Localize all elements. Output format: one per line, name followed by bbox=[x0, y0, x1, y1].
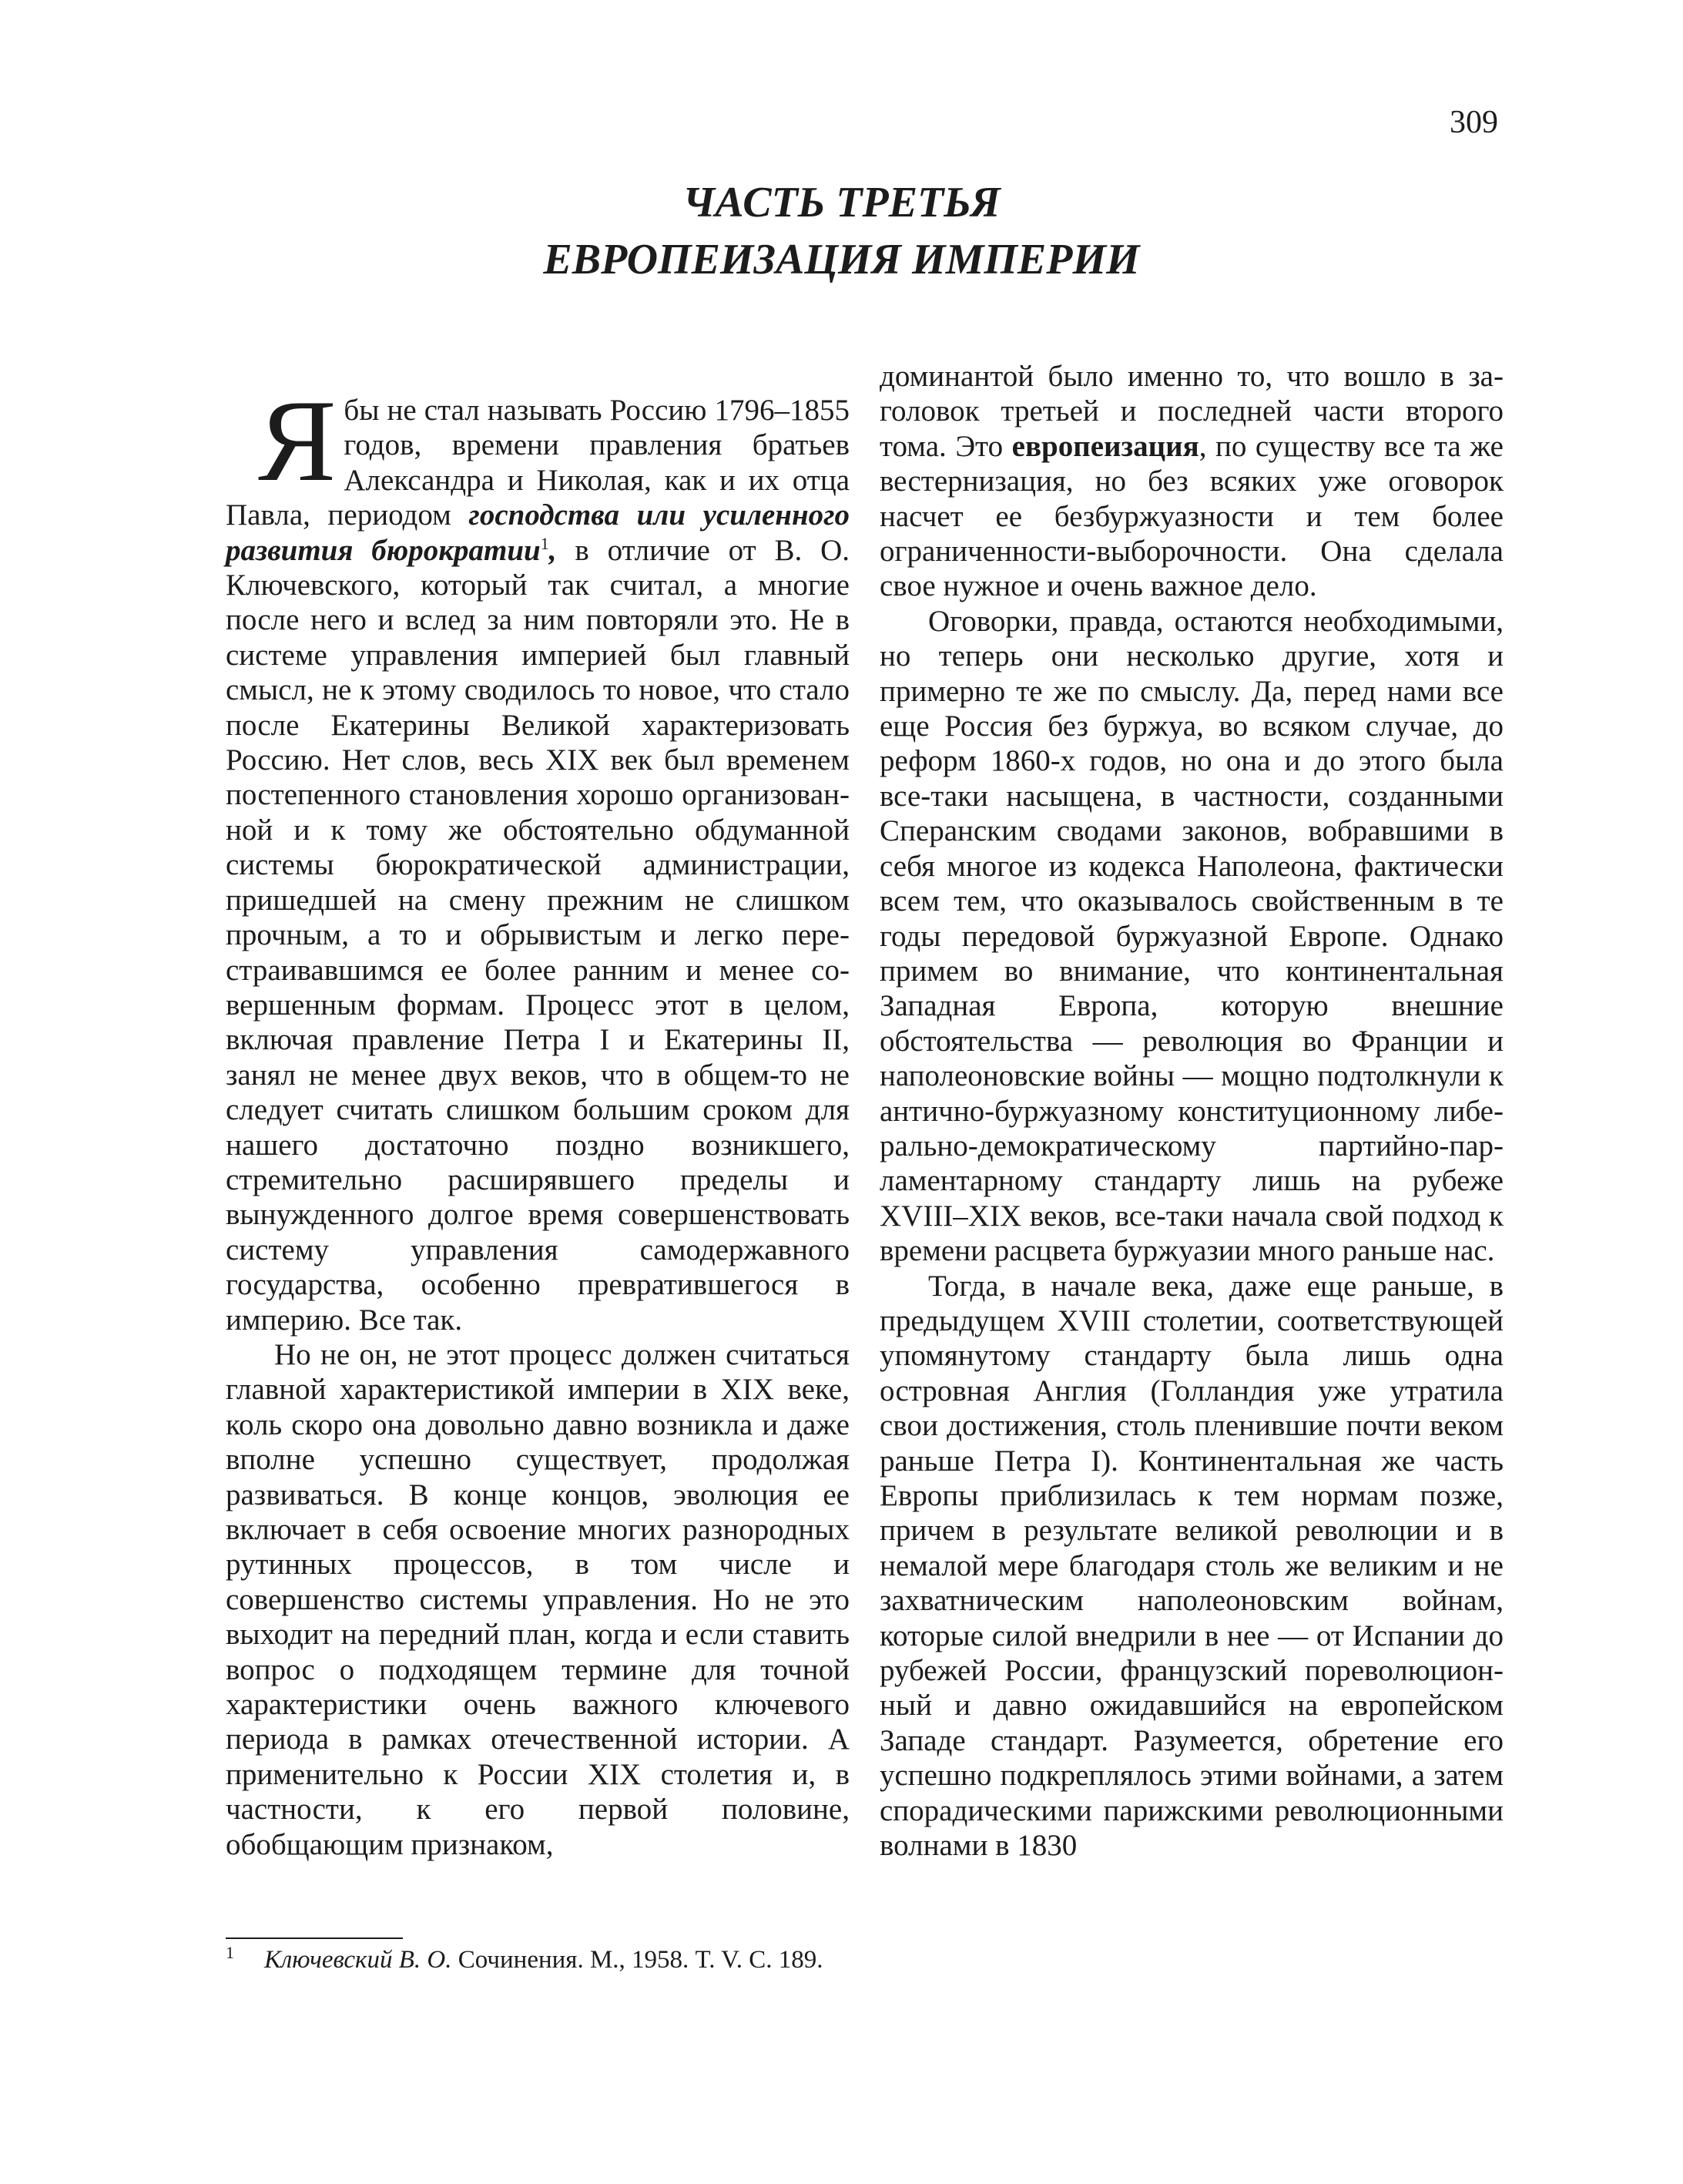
chapter-title bbox=[0, 174, 1683, 288]
emphasis-comma: , bbox=[548, 533, 557, 567]
right-column bbox=[880, 359, 1504, 1863]
paragraph-2: Но не он, не этот процесс должен считаться главной характеристикой империи в XIX веке, коль скоро она довольно давно возникла и даже вполне успешно существует, продолжая развиваться. В конце концов, эволюция ее включает в себя освоение многих разнородных рутинных процессов, в том числе и совершенство системы управления. Но не это выходит на передний план, когда и если ставить вопрос о подходящем термине для точной характеристики очень важного ключевого периода в рамках отечественной истории. А применительно к России XIX столетия и, в частности, к его первой половине, обобщающим признаком, bbox=[226, 1337, 850, 1861]
footnote-author: Ключевский В. О. bbox=[264, 1946, 452, 1974]
emphasis-bureaucracy: господства или усиленного развития бюрократии bbox=[226, 498, 850, 567]
paragraph-3 bbox=[880, 359, 1504, 604]
paragraph-3-text-a: доминантой было именно то, что вошло в заголовок третьей и последней части второго тома. Это bbox=[880, 360, 1504, 463]
left-column bbox=[226, 376, 850, 1862]
chapter-title-line-2: ЕВРОПЕИЗАЦИЯ ИМПЕРИИ bbox=[543, 236, 1140, 283]
chapter-title-line-1: ЧАСТЬ ТРЕТЬЯ bbox=[682, 179, 1001, 226]
paragraph-1 bbox=[226, 376, 850, 1337]
footnote-reference[interactable]: 1 bbox=[540, 533, 549, 553]
footnote: 1 Ключевский В. О. Сочинения. М., 1958. T. V. С. 189. bbox=[226, 1943, 823, 1974]
paragraph-1-text-a: бы не стал называть Россию 1796–1855 годов, времени правления братьев Александра и Николая, как и их отца Павла, периодом bbox=[226, 394, 850, 532]
footnote-text: Сочинения. М., 1958. T. V. С. 189. bbox=[451, 1946, 823, 1974]
drop-cap: Я bbox=[258, 376, 337, 505]
footnote-divider bbox=[226, 1937, 403, 1939]
page-number: 309 bbox=[1450, 105, 1498, 140]
paragraph-3-text-b: , по существу все та же вестернизация, но без всяких уже оговорок насчет ее безбуржуазности и тем более ограниченности-выборочности. Она сделала свое нужное и очень важное дело. bbox=[880, 429, 1504, 603]
emphasis-europeanization: европеизация bbox=[1011, 429, 1199, 463]
paragraph-5: Тогда, в начале века, даже еще раньше, в предыдущем XVIII столетии, соответствующей упомянутому стандарту была лишь одна островная Англия (Голландия уже утратила свои достижения, столь пленившие почти веком раньше Петра I). Континентальная же часть Европы приблизилась к тем нормам позже, причем в результате великой революции и в немалой мере благодаря столь же великим и не захватническим наполеоновским войнам, которые силой внедрили в нее — от Испании до рубежей России, французский пореволюционный и давно ожидавшийся на европейском Западе стандарт. Разумеется, обретение его успешно подкреплялось этими войнами, а затем спорадическими парижскими революционными волнами в 1830 bbox=[880, 1269, 1504, 1863]
paragraph-4: Оговорки, правда, остаются необходимыми, но теперь они несколько другие, хотя и примерно те же по смыслу. Да, перед нами все еще Россия без буржуа, во всяком случае, до реформ 1860-х годов, но она и до этого была все-таки насыщена, в частности, созданными Сперанским сводами законов, вобравшими в себя многое из кодекса Наполеона, фактически всем тем, что оказывалось свойственным в те годы передовой буржуазной Европе. Однако примем во внимание, что континентальная Западная Европа, которую внешние обстоятельства — революция во Франции и наполеоновские войны — мощно подтолкнули к антично-буржуазному конституционному либерально-демократическому партийно-парламентарному стандарту лишь на рубеже XVIII–XIX веков, все-таки начала свой подход к времени расцвета буржуазии много раньше нас. bbox=[880, 604, 1504, 1268]
paragraph-1-text-b: в отличие от В. О. Ключевского, который так считал, а многие после него и вслед за ним повторяли это. Не в системе управления империей был главный смысл, не к этому сводилось то новое, что стало после Екатерины Великой характеризовать Россию. Нет слов, весь XIX век был временем постепенного становления хорошо организованной и к тому же обстоятельно обдуманной системы бюрократической администрации, пришедшей на смену прежним не слишком прочным, а то и обрывистым и легко перестраивавшимся ее более ранним и менее совершенным формам. Процесс этот в целом, включая правление Петра I и Екатерины II, занял не менее двух веков, что в общем-то не следует считать слишком большим сроком для нашего достаточно поздно возникшего, стремительно расширявшего пределы и вынужденного долгое время совершенствовать систему управления самодержавного государства, особенно превратившегося в империю. Все так. bbox=[226, 533, 850, 1337]
